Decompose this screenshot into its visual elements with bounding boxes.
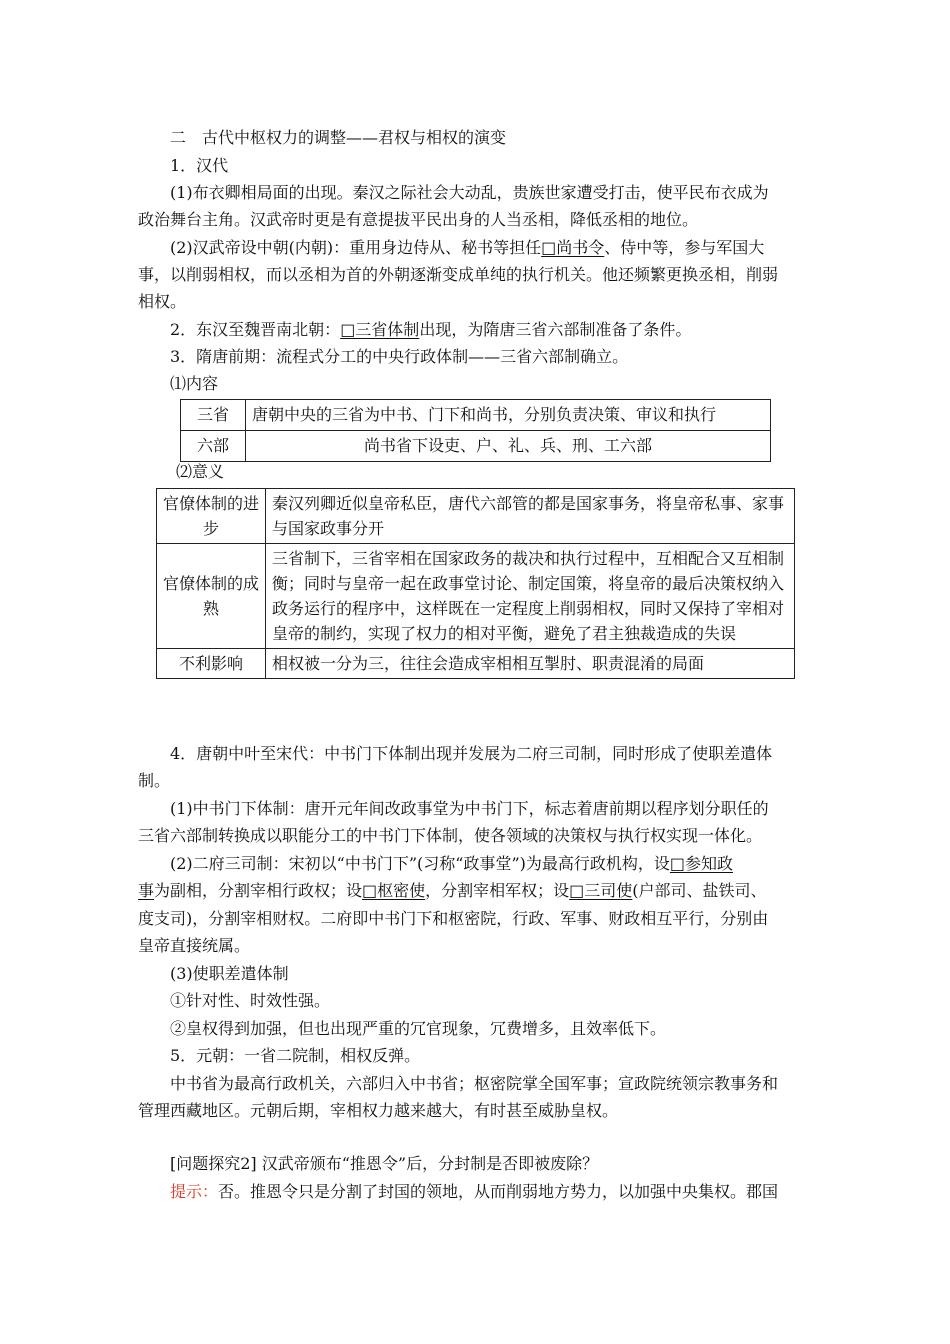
section-title: 二 古代中枢权力的调整——君权与相权的演变 <box>170 128 507 147</box>
table-row <box>157 489 795 544</box>
fill-blank-shangshuling: □尚书令 <box>541 238 605 257</box>
song-p3: (3)使职差遣体制 <box>170 964 289 983</box>
table-value-cell: 尚书省下设吏、户、礼、兵、刑、工六部 <box>246 431 771 462</box>
table-key-cell: 三省 <box>181 400 246 431</box>
song-p2-line1: (2)二府三司制：宋初以“中书门下”(习称“政事堂”)为最高行政机构，设□参知政 <box>170 854 733 873</box>
fill-blank-sansishi: □三司使 <box>569 881 633 900</box>
table-key-cell: 官僚体制的成熟 <box>157 544 266 649</box>
song-p1-line1: (1)中书门下体制：唐开元年间改政事堂为中书门下，标志着唐前期以程序划分职任的 <box>170 799 769 818</box>
song-p1-line2: 三省六部制转换成以职能分工的中书门下体制，使各领域的决策权与执行权实现一体化。 <box>138 826 763 845</box>
hint-line: 提示：否。推恩令只是分割了封国的领地，从而削弱地方势力，以加强中央集权。郡国 <box>170 1182 779 1201</box>
song-p2-line4: 皇帝直接统属。 <box>138 936 251 955</box>
han-p2-line3: 相权。 <box>138 292 187 311</box>
yuan-heading: 5．元朝：一省二院制，相权反弹。 <box>170 1046 421 1065</box>
table-row <box>157 544 795 649</box>
table-key-cell: 官僚体制的进步 <box>157 489 266 544</box>
song-p3-item2: ②皇权得到加强，但也出现严重的冗官现象，冗费增多，且效率低下。 <box>170 1019 667 1038</box>
han-p1-line2: 政治舞台主角。汉武帝时更是有意提拔平民出身的人当丞相，降低丞相的地位。 <box>138 210 699 229</box>
dongjin-line: 2．东汉至魏晋南北朝：□三省体制出现，为隋唐三省六部制准备了条件。 <box>170 320 692 339</box>
three-departments-table <box>180 399 771 462</box>
han-p2-line2: 事，以削弱相权，而以丞相为首的外朝逐渐变成单纯的执行机关。他还频繁更换丞相，削弱 <box>138 265 779 284</box>
fill-blank-canzhi: □参知政 <box>669 854 733 873</box>
song-heading-line1: 4．唐朝中叶至宋代：中书门下体制出现并发展为二府三司制，同时形成了使职差遣体 <box>170 744 773 763</box>
table-key-cell: 不利影响 <box>157 649 266 679</box>
table-value-cell: 三省制下，三省宰相在国家政务的裁决和执行过程中，互相配合又互相制衡；同时与皇帝一起在政事堂讨论、制定国策，将皇帝的最后决策权纳入政务运行的程序中，这样既在一定程度上削弱相权，同时又保持了宰相对皇帝的制约，实现了权力的相对平衡，避免了君主独裁造成的失误 <box>266 544 795 649</box>
yuan-line2: 管理西藏地区。元朝后期，宰相权力越来越大，有时甚至威胁皇权。 <box>138 1101 619 1120</box>
table-row <box>181 431 771 462</box>
table-row <box>157 649 795 679</box>
hint-label: 提示： <box>170 1182 219 1201</box>
suitang-heading: 3．隋唐前期：流程式分工的中央行政体制——三省六部制确立。 <box>170 347 629 366</box>
significance-table <box>156 488 795 679</box>
content-label: ⑴内容 <box>170 374 219 393</box>
meaning-label: ⑵意义 <box>176 462 225 481</box>
table-row <box>181 400 771 431</box>
table-value-cell: 唐朝中央的三省为中书、门下和尚书，分别负责决策、审议和执行 <box>246 400 771 431</box>
song-heading-line2: 制。 <box>138 771 171 790</box>
han-p2-line1: (2)汉武帝设中朝(内朝)：重用身边侍从、秘书等担任□尚书令、侍中等，参与军国大 <box>170 238 765 257</box>
table-key-cell: 六部 <box>181 431 246 462</box>
yuan-line1: 中书省为最高行政机关，六部归入中书省；枢密院掌全国军事；宣政院统领宗教事务和 <box>170 1074 779 1093</box>
fill-blank-sansheng: □三省体制 <box>340 320 420 339</box>
song-p2-line3: 度支司)，分割宰相财权。二府即中书门下和枢密院，行政、军事、财政相互平行，分别由 <box>138 909 769 928</box>
han-heading: 1．汉代 <box>170 156 229 175</box>
han-p1-line1: (1)布衣卿相局面的出现。秦汉之际社会大动乱，贵族世家遭受打击，使平民布衣成为 <box>170 183 769 202</box>
fill-blank-shumishi: □枢密使 <box>362 881 426 900</box>
table-value-cell: 相权被一分为三，往往会造成宰相相互掣肘、职责混淆的局面 <box>266 649 795 679</box>
table-value-cell: 秦汉列卿近似皇帝私臣，唐代六部管的都是国家事务，将皇帝私事、家事与国家政事分开 <box>266 489 795 544</box>
song-p3-item1: ①针对性、时效性强。 <box>170 991 331 1010</box>
question-line: [问题探究2] 汉武帝颁布“推恩令”后，分封制是否即被废除？ <box>170 1154 599 1173</box>
song-p2-line2: 事为副相，分割宰相行政权；设□枢密使，分割宰相军权；设□三司使(户部司、盐铁司、 <box>138 881 767 900</box>
